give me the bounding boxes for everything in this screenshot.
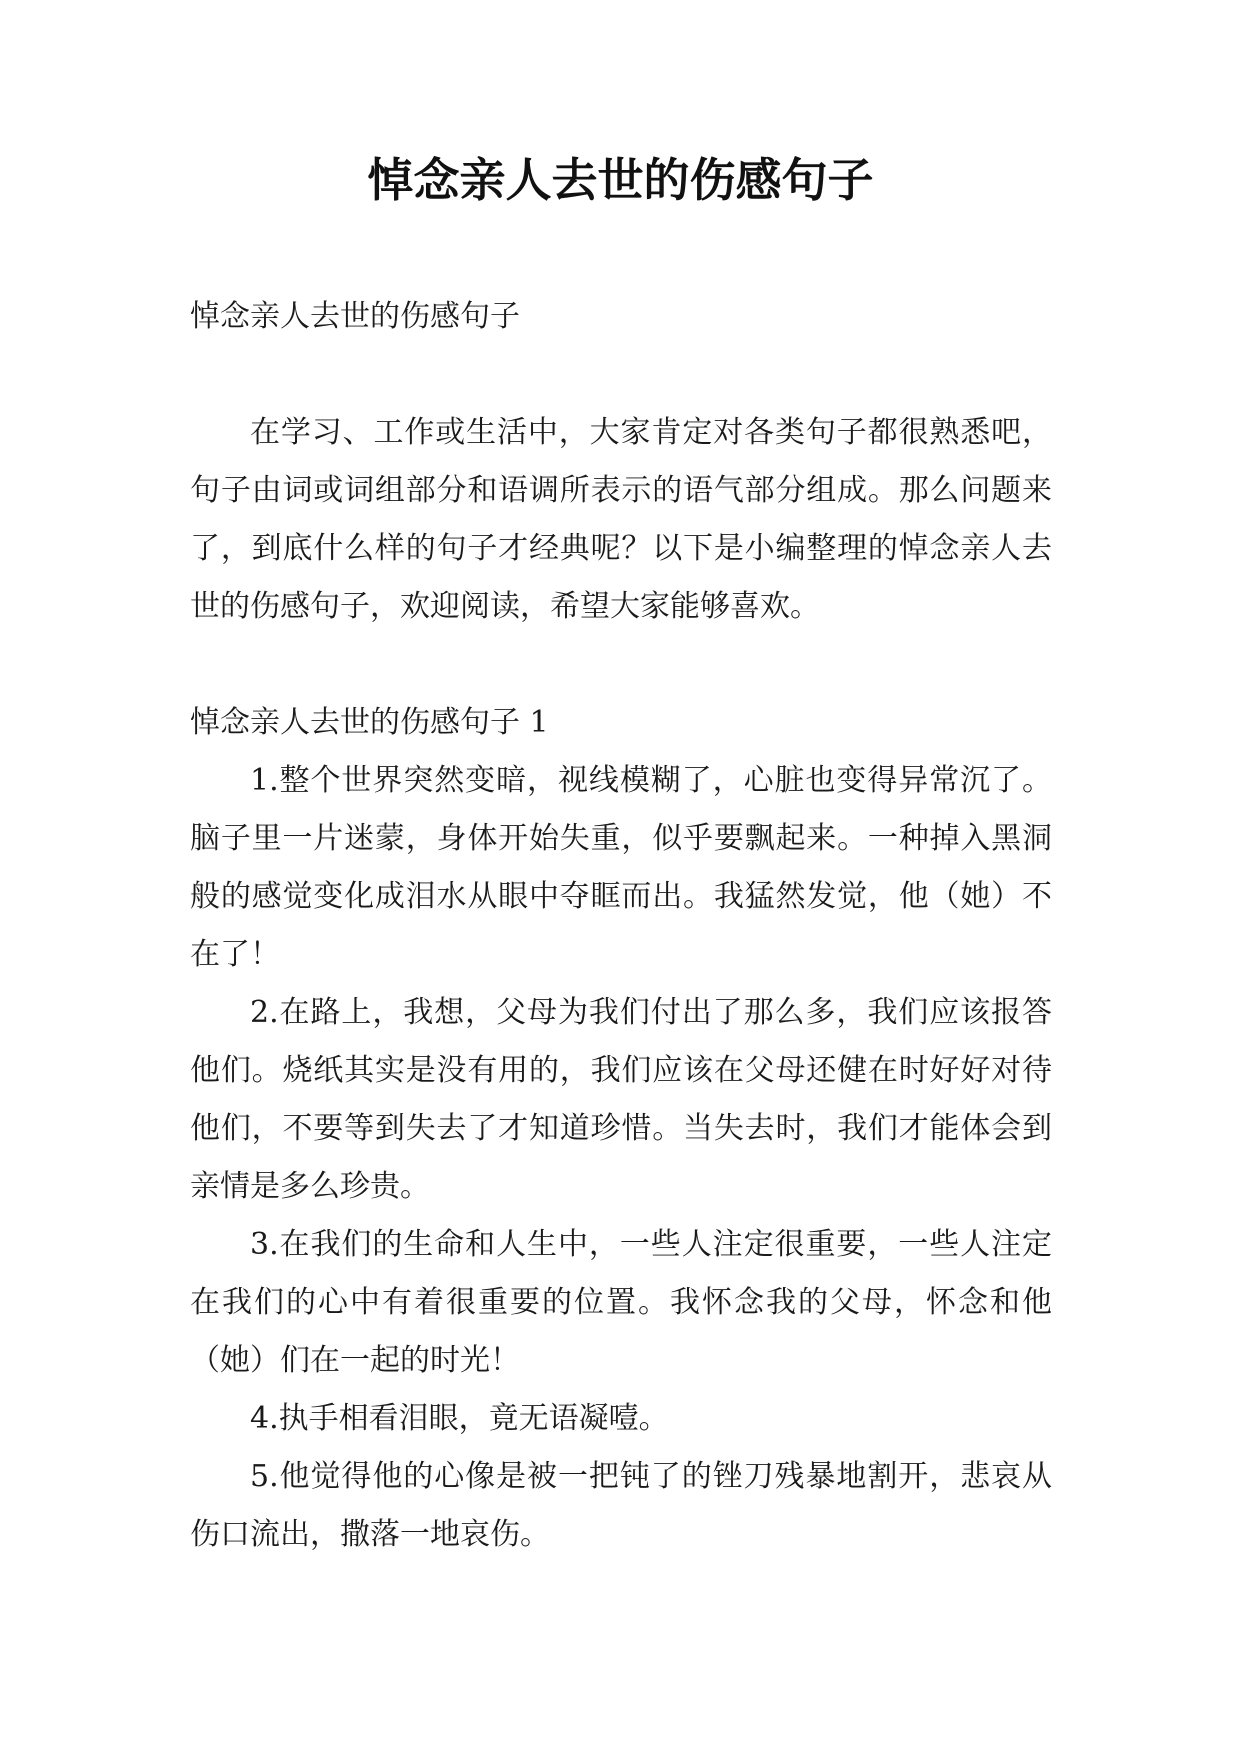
list-item: 2.在路上，我想，父母为我们付出了那么多，我们应该报答他们。烧纸其实是没有用的，我们应该在父母还健在时好好对待他们，不要等到失去了才知道珍惜。当失去时，我们才能体会到亲情是多么珍贵。 [190, 995, 1052, 1204]
intro-paragraph: 在学习、工作或生活中，大家肯定对各类句子都很熟悉吧，句子由词或词组部分和语调所表示的语气部分组成。那么问题来了，到底什么样的句子才经典呢？以下是小编整理的悼念亲人去世的伤感句子，欢迎阅读，希望大家能够喜欢。 [190, 415, 1052, 624]
document-title: 悼念亲人去世的伤感句子 [367, 153, 874, 207]
document-subtitle: 悼念亲人去世的伤感句子 [190, 299, 520, 334]
list-item: 1.整个世界突然变暗，视线模糊了，心脏也变得异常沉了。脑子里一片迷蒙，身体开始失重，似乎要飘起来。一种掉入黑洞般的感觉变化成泪水从眼中夺眶而出。我猛然发觉，他（她）不在了！ [190, 763, 1052, 972]
list-item: 5.他觉得他的心像是被一把钝了的锉刀残暴地割开，悲哀从伤口流出，撒落一地哀伤。 [190, 1459, 1052, 1552]
list-item: 3.在我们的生命和人生中，一些人注定很重要，一些人注定在我们的心中有着很重要的位置。我怀念我的父母，怀念和他（她）们在一起的时光！ [190, 1227, 1052, 1378]
document-body [190, 288, 1052, 1564]
list-item: 4.执手相看泪眼，竟无语凝噎。 [250, 1401, 669, 1436]
section-heading: 悼念亲人去世的伤感句子 1 [190, 705, 549, 740]
